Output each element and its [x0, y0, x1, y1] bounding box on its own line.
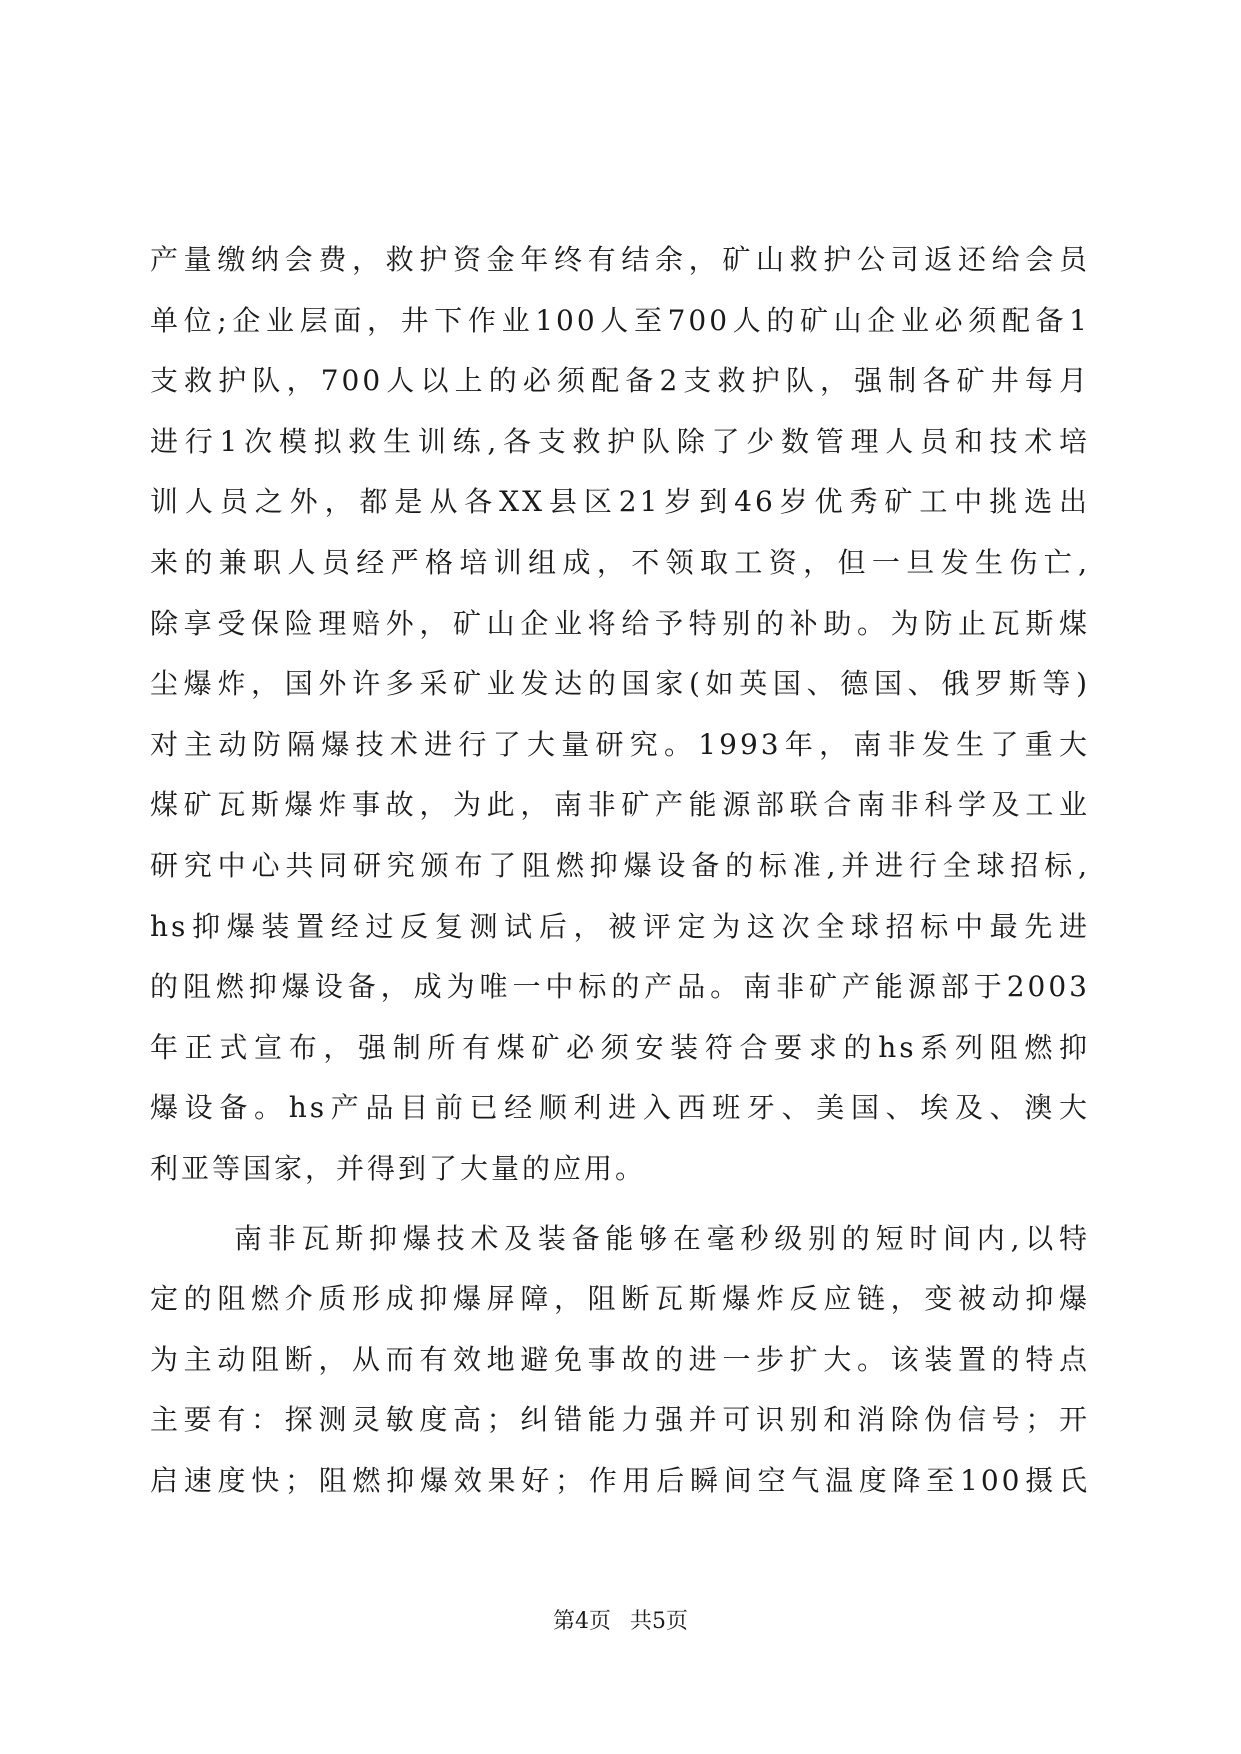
text-line: 支救护队，700人以上的必须配备2支救护队，强制各矿井每月: [150, 364, 1090, 398]
text-line: 对主动防隔爆技术进行了大量研究。1993年，南非发生了重大: [150, 727, 1090, 761]
body-text: [150, 230, 1090, 1511]
text-line: 爆设备。hs产品目前已经顺利进入西班牙、美国、埃及、澳大: [150, 1091, 1090, 1125]
text-line: 单位;企业层面，井下作业100人至700人的矿山企业必须配备1: [150, 303, 1090, 337]
text-line: 为主动阻断，从而有效地避免事故的进一步扩大。该装置的特点: [150, 1342, 1090, 1376]
text-line: 启速度快；阻燃抑爆效果好；作用后瞬间空气温度降至100摄氏: [150, 1463, 1090, 1497]
text-line: 年正式宣布，强制所有煤矿必须安装符合要求的hs系列阻燃抑: [150, 1030, 1090, 1064]
text-line: 利亚等国家，并得到了大量的应用。: [150, 1151, 647, 1185]
text-line: 来的兼职人员经严格培训组成，不领取工资，但一旦发生伤亡,: [150, 545, 1090, 579]
text-line: 主要有：探测灵敏度高；纠错能力强并可识别和消除伪信号；开: [150, 1403, 1090, 1437]
text-line: 除享受保险理赔外，矿山企业将给予特别的补助。为防止瓦斯煤: [150, 606, 1090, 640]
text-line: 的阻燃抑爆设备，成为唯一中标的产品。南非矿产能源部于2003: [150, 970, 1090, 1004]
text-line: 进行1次模拟救生训练,各支救护队除了少数管理人员和技术培: [150, 424, 1090, 458]
text-line: 训人员之外，都是从各XX县区21岁到46岁优秀矿工中挑选出: [150, 485, 1090, 519]
text-line: 南非瓦斯抑爆技术及装备能够在毫秒级别的短时间内,以特: [234, 1221, 1090, 1255]
text-line: hs抑爆装置经过反复测试后，被评定为这次全球招标中最先进: [150, 909, 1090, 943]
text-line: 尘爆炸，国外许多采矿业发达的国家(如英国、德国、俄罗斯等): [150, 667, 1090, 701]
page-number: 第4页: [553, 1609, 611, 1634]
paragraph-gap: [150, 1200, 1090, 1209]
text-line: 定的阻燃介质形成抑爆屏障，阻断瓦斯爆炸反应链，变被动抑爆: [150, 1282, 1090, 1316]
page-total: 共5页: [630, 1609, 688, 1634]
text-line: 产量缴纳会费，救护资金年终有结余，矿山救护公司返还给会员: [150, 243, 1090, 276]
text-line: 研究中心共同研究颁布了阻燃抑爆设备的标准,并进行全球招标,: [150, 848, 1090, 882]
page-footer: [0, 1604, 1241, 1635]
text-line: 煤矿瓦斯爆炸事故，为此，南非矿产能源部联合南非科学及工业: [150, 788, 1090, 822]
